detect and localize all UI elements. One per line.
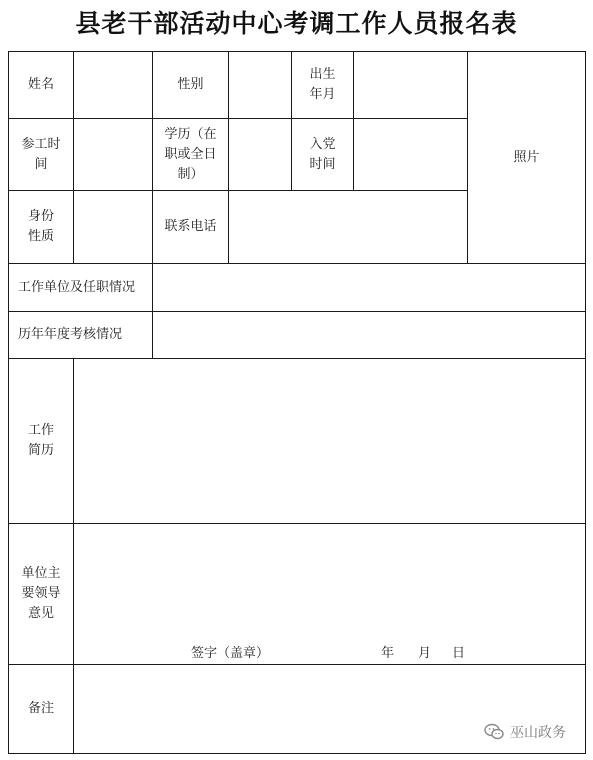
- label-phone: 联系电话: [164, 219, 217, 234]
- field-gender[interactable]: [229, 52, 291, 118]
- field-birth[interactable]: [354, 52, 467, 118]
- field-name[interactable]: [74, 52, 152, 118]
- field-education[interactable]: [229, 119, 291, 190]
- watermark: [484, 722, 566, 742]
- field-phone[interactable]: [229, 191, 467, 263]
- label-name: 姓名: [27, 77, 54, 92]
- label-unit-position: 工作单位及任职情况: [18, 279, 136, 295]
- grid-line: [585, 51, 586, 754]
- label-work-start: 参工时 间: [21, 136, 61, 172]
- field-work-start[interactable]: [74, 119, 152, 190]
- label-photo: 照片: [513, 149, 540, 165]
- label-leader-opinion: 单位主 要领导 意见: [21, 566, 61, 621]
- label-education: 学历（在 职或全日 制）: [164, 126, 217, 182]
- field-unit-position[interactable]: [153, 264, 585, 311]
- watermark-text: 巫山政务: [510, 725, 566, 741]
- page-title: 县老干部活动中心考调工作人员报名表: [75, 9, 518, 38]
- signature-day: 日: [452, 646, 466, 661]
- signature-label: 签字（盖章）: [191, 646, 270, 661]
- label-resume: 工作 简历: [27, 423, 54, 458]
- label-remarks: 备注: [27, 701, 54, 716]
- field-resume[interactable]: [74, 359, 585, 523]
- field-identity[interactable]: [74, 191, 152, 263]
- label-party-join: 入党 时间: [309, 136, 336, 172]
- signature-year: 年: [381, 646, 395, 661]
- label-gender: 性别: [177, 77, 204, 92]
- field-leader-opinion[interactable]: [74, 524, 585, 639]
- label-identity: 身份 性质: [27, 209, 54, 244]
- label-birth: 出生 年月: [309, 67, 336, 102]
- grid-line: [8, 753, 586, 754]
- signature-month: 月: [418, 646, 432, 661]
- field-party-join[interactable]: [354, 119, 467, 190]
- chat-bubble-icon: [484, 723, 504, 741]
- field-annual-review[interactable]: [153, 312, 585, 358]
- label-annual-review: 历年年度考核情况: [18, 327, 123, 342]
